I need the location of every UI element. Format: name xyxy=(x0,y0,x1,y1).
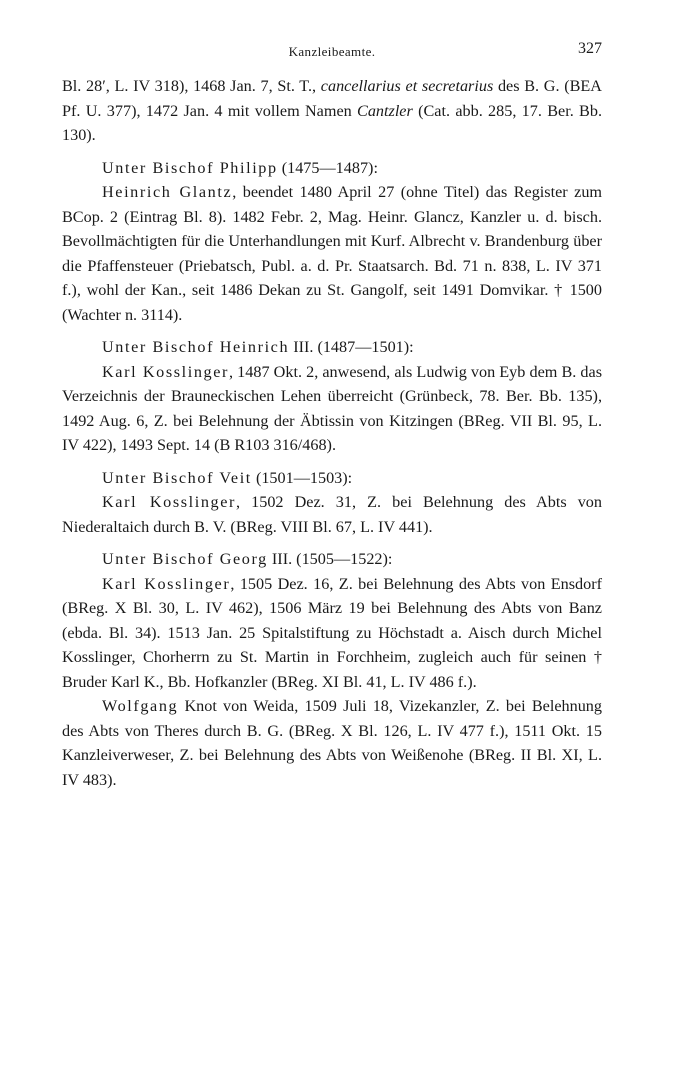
entry-paragraph xyxy=(62,572,602,695)
section-heading-dates: III. (1505—1522): xyxy=(267,550,393,568)
running-title: Kanzleibeamte. xyxy=(288,44,376,59)
section-heading xyxy=(62,335,602,360)
section-heading-spaced: Unter Bischof Heinrich xyxy=(102,338,290,356)
entry-text: , 1502 Dez. 31, Z. bei Belehnung des Abts von Niederaltaich durch B. V. (BReg. VIII Bl. 67, L. IV 441). xyxy=(62,493,602,536)
entry-paragraph xyxy=(62,180,602,327)
entry-text: , 1487 Okt. 2, anwesend, als Ludwig von Eyb dem B. das Verzeichnis der Brauneckischen Lehen überreicht (Grünbeck, 78. Ber. Bb. 135), 1492 Aug. 6, Z. bei Belehnung der Äbtissin von Kitzingen (BReg. VII Bl. 95, L. IV 422), 1493 Sept. 14 (B R103 316/468). xyxy=(62,362,602,454)
section-heading-spaced: Unter Bischof Philipp xyxy=(102,158,278,177)
entry-name: Karl Kosslinger xyxy=(102,574,231,593)
section-heading xyxy=(62,466,602,491)
section-heading xyxy=(62,547,602,572)
entry-paragraph xyxy=(62,360,602,458)
section-georg xyxy=(62,547,602,792)
running-header xyxy=(62,36,602,60)
entry-paragraph xyxy=(62,490,602,539)
section-philipp xyxy=(62,156,602,328)
section-heading-spaced: Unter Bischof Veit xyxy=(102,468,252,487)
entry-name: Heinrich Glantz xyxy=(102,183,233,201)
section-heinrich xyxy=(62,335,602,458)
section-heading-dates: (1501—1503): xyxy=(251,468,353,487)
entry-paragraph xyxy=(62,694,602,792)
entry-text: , 1505 Dez. 16, Z. bei Belehnung des Abts von Ensdorf (BReg. X Bl. 30, L. IV 462), 1506 März 19 bei Belehnung des Abts von Banz (ebda. Bl. 34). 1513 Jan. 25 Spitalstiftung zu Höchstadt a. Aisch durch Michel Kosslinger, Chorherrn zu St. Martin in Forchheim, zugleich auch für seinen † Bruder Karl K., Bb. Hofkanzler (BReg. XI Bl. 41, L. IV 486 f.). xyxy=(62,574,603,691)
intro-italic-cantzler: Cantzler xyxy=(357,101,413,120)
section-heading xyxy=(62,156,602,181)
intro-italic-cancellarius: cancellarius et secretarius xyxy=(320,77,494,95)
intro-text-1: Bl. 28′, L. IV 318), 1468 Jan. 7, St. T., xyxy=(62,77,321,95)
section-heading-dates: (1475—1487): xyxy=(277,158,378,177)
section-heading-spaced: Unter Bischof Georg xyxy=(102,550,268,568)
intro-paragraph xyxy=(62,74,602,148)
entry-name: Karl Kosslinger xyxy=(102,493,236,511)
entry-text: Knot von Weida, 1509 Juli 18, Vizekanzler, Z. bei Belehnung des Abts von Theres durch B. G. (BReg. X Bl. 126, L. IV 477 f.), 1511 Okt. 15 Kanzleiverweser, Z. bei Belehnung des Abts von Weißenohe (BReg. II Bl. XI, L. IV 483). xyxy=(62,697,602,789)
entry-name: Karl Kosslinger xyxy=(102,362,230,381)
page-number: 327 xyxy=(578,40,602,57)
section-veit xyxy=(62,466,602,540)
entry-name: Wolfgang xyxy=(102,697,179,715)
entry-text: , beendet 1480 April 27 (ohne Titel) das Register zum BCop. 2 (Eintrag Bl. 8). 1482 Febr. 2, Mag. Heinr. Glancz, Kanzler u. d. bisch. Bevollmächtigten für die Unterhandlungen mit Kurf. Albrecht v. Brandenburg über die Pfaffensteuer (Priebatsch, Publ. a. d. Pr. Staatsarch. Bd. 71 n. 838, L. IV 371 f.), wohl der Kan., seit 1486 Dekan zu St. Gangolf, seit 1491 Domvikar. † 1500 (Wachter n. 3114). xyxy=(62,183,603,324)
intro-text-2: des B. G. (BEA Pf. U. 377), 1472 Jan. 4 mit vollem Namen xyxy=(62,77,602,120)
document-page xyxy=(62,36,602,792)
intro-text-3: (Cat. abb. 285, 17. Ber. Bb. 130). xyxy=(62,101,602,144)
section-heading-dates: III. (1487—1501): xyxy=(289,338,414,356)
